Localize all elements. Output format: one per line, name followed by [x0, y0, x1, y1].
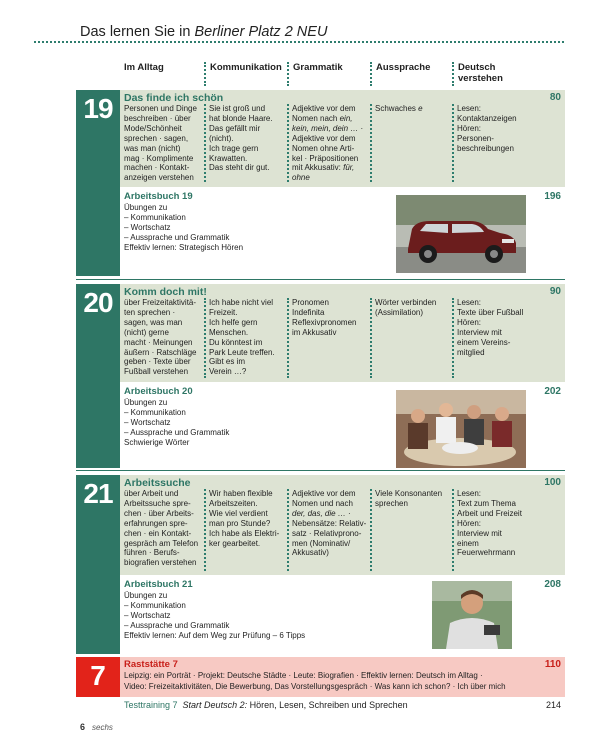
- raststaette-box: [120, 657, 565, 697]
- arbeitsbuch-list: Übungen zu – Kommunikation – Wortschatz – Aussprache und Grammatik Effektiv lernen: Auf dem Weg zur Prüfung – 6 Tipps: [124, 591, 306, 640]
- kommunikation-cell: Wir haben flexible Arbeitszeiten. Wie viel verdient man pro Stunde? Ich habe als Elektri- ker gearbeitet.: [204, 489, 287, 571]
- raststaette-line-2: Video: Freizeitaktivitäten, Die Bewerbung, Das Vorstellungsgespräch · Was kann ich schon? · Ich über mich: [124, 682, 506, 691]
- page-number-word: sechs: [92, 723, 113, 732]
- lesson-page: 90: [549, 286, 561, 297]
- raststaette-title: Raststätte 7: [124, 659, 178, 670]
- lesson-box: [120, 475, 565, 575]
- lesson-box: [120, 90, 565, 187]
- lesson-box: [120, 284, 565, 382]
- chapter-number: 21: [76, 475, 120, 654]
- chapter-divider: [76, 470, 565, 471]
- grammatik-cell: Pronomen Indefinita Reflexivpronomen im Akkusativ: [287, 298, 370, 378]
- arbeitsbuch-list: Übungen zu – Kommunikation – Wortschatz – Aussprache und Grammatik Schwierige Wörter: [124, 398, 230, 447]
- column-header-alltag: Im Alltag: [124, 62, 164, 73]
- chapter-20: [76, 284, 565, 468]
- arbeitsbuch-box: [120, 386, 565, 468]
- testtraining-text: Hören, Lesen, Schreiben und Sprechen: [247, 700, 408, 710]
- column-headers: [120, 62, 565, 88]
- column-header-grammatik: Grammatik: [287, 62, 343, 86]
- column-header-kommunikation: Kommunikation: [204, 62, 282, 86]
- chapter-number: 19: [76, 90, 120, 276]
- raststaette-page: 110: [544, 659, 561, 670]
- column-header-verstehen: Deutsch verstehen: [452, 62, 512, 86]
- column-header-aussprache: Aussprache: [370, 62, 430, 86]
- aussprache-cell: Schwaches e: [370, 104, 452, 182]
- arbeitsbuch-title: Arbeitsbuch 21: [124, 579, 193, 590]
- page-title: Das lernen Sie in Berliner Platz 2 NEU: [80, 24, 328, 40]
- lesson-title: Komm doch mit!: [124, 286, 207, 298]
- chapter-21: [76, 475, 565, 654]
- aussprache-cell: Viele Konsonanten sprechen: [370, 489, 452, 571]
- grammatik-cell: Adjektive vor dem Nomen nach ein, kein, mein, dein … · Adjektive vor dem Nomen ohne Arti- kel · Präpositionen mit Akkusativ: für, ohne: [287, 104, 370, 182]
- testtraining-row: [124, 700, 565, 710]
- raststaette-number: 7: [76, 657, 120, 697]
- alltag-cell: Personen und Dinge beschreiben · über Mode/Schönheit sprechen · sagen, was man (nicht) mag · Komplimente machen · Kontakt- anzeigen verstehen: [124, 104, 197, 183]
- alltag-cell: über Freizeitaktivitä- ten sprechen · sagen, was man (nicht) gerne macht · Meinungen äußern · Ratschläge geben · Texte über Fußball verstehen: [124, 298, 197, 377]
- worker-photo: [432, 581, 512, 649]
- arbeitsbuch-title: Arbeitsbuch 20: [124, 386, 193, 397]
- arbeitsbuch-page: 208: [544, 579, 561, 590]
- testtraining-label: Testtraining 7: [124, 700, 178, 710]
- arbeitsbuch-page: 196: [544, 191, 561, 202]
- car-photo: [396, 195, 526, 273]
- testtraining-page: 214: [545, 700, 561, 710]
- kommunikation-cell: Sie ist groß und hat blonde Haare. Das gefällt mir (nicht). Ich trage gern Krawatten. Das steht dir gut.: [204, 104, 287, 182]
- arbeitsbuch-title: Arbeitsbuch 19: [124, 191, 193, 202]
- testtraining-book: Start Deutsch 2:: [182, 700, 248, 710]
- kommunikation-cell: Ich habe nicht viel Freizeit. Ich helfe gern Menschen. Du könntest im Park Leute treffen. Gibt es im Verein …?: [204, 298, 287, 378]
- arbeitsbuch-box: [120, 579, 565, 654]
- chapter-number: 20: [76, 284, 120, 468]
- group-cooking-photo: [396, 390, 526, 468]
- grammatik-cell: Adjektive vor dem Nomen und nach der, das, die … · Nebensätze: Relativ- satz · Relativprono- men (Nominativ/ Akkusativ): [287, 489, 370, 571]
- verstehen-cell: Lesen: Texte über Fußball Hören: Interview mit einem Vereins- mitglied: [452, 298, 532, 378]
- lesson-page: 80: [549, 92, 561, 103]
- alltag-cell: über Arbeit und Arbeitssuche spre- chen · über Arbeits- erfahrungen spre- chen · ein Kontakt- gespräch am Telefon führen · Berufs- biografien verstehen: [124, 489, 199, 568]
- chapter-19: [76, 90, 565, 276]
- page-number: 6: [80, 722, 86, 732]
- aussprache-cell: Wörter verbinden (Assimilation): [370, 298, 452, 378]
- arbeitsbuch-list: Übungen zu – Kommunikation – Wortschatz – Aussprache und Grammatik Effektiv lernen: Strategisch Hören: [124, 203, 244, 252]
- verstehen-cell: Lesen: Text zum Thema Arbeit und Freizeit Hören: Interview mit einem Feuerwehrmann: [452, 489, 532, 571]
- lesson-title: Arbeitssuche: [124, 477, 191, 489]
- book-title: Berliner Platz 2 NEU: [194, 24, 328, 40]
- arbeitsbuch-box: [120, 191, 565, 276]
- title-divider: [34, 41, 564, 43]
- verstehen-cell: Lesen: Kontaktanzeigen Hören: Personen- beschreibungen: [452, 104, 532, 182]
- raststaette-line-1: Leipzig: ein Porträt · Projekt: Deutsche Städte · Leute: Biografien · Effektiv lernen: Deutsch im Alltag ·: [124, 671, 483, 680]
- lesson-title: Das finde ich schön: [124, 92, 224, 104]
- lesson-page: 100: [544, 477, 561, 488]
- chapter-divider: [76, 279, 565, 280]
- arbeitsbuch-page: 202: [544, 386, 561, 397]
